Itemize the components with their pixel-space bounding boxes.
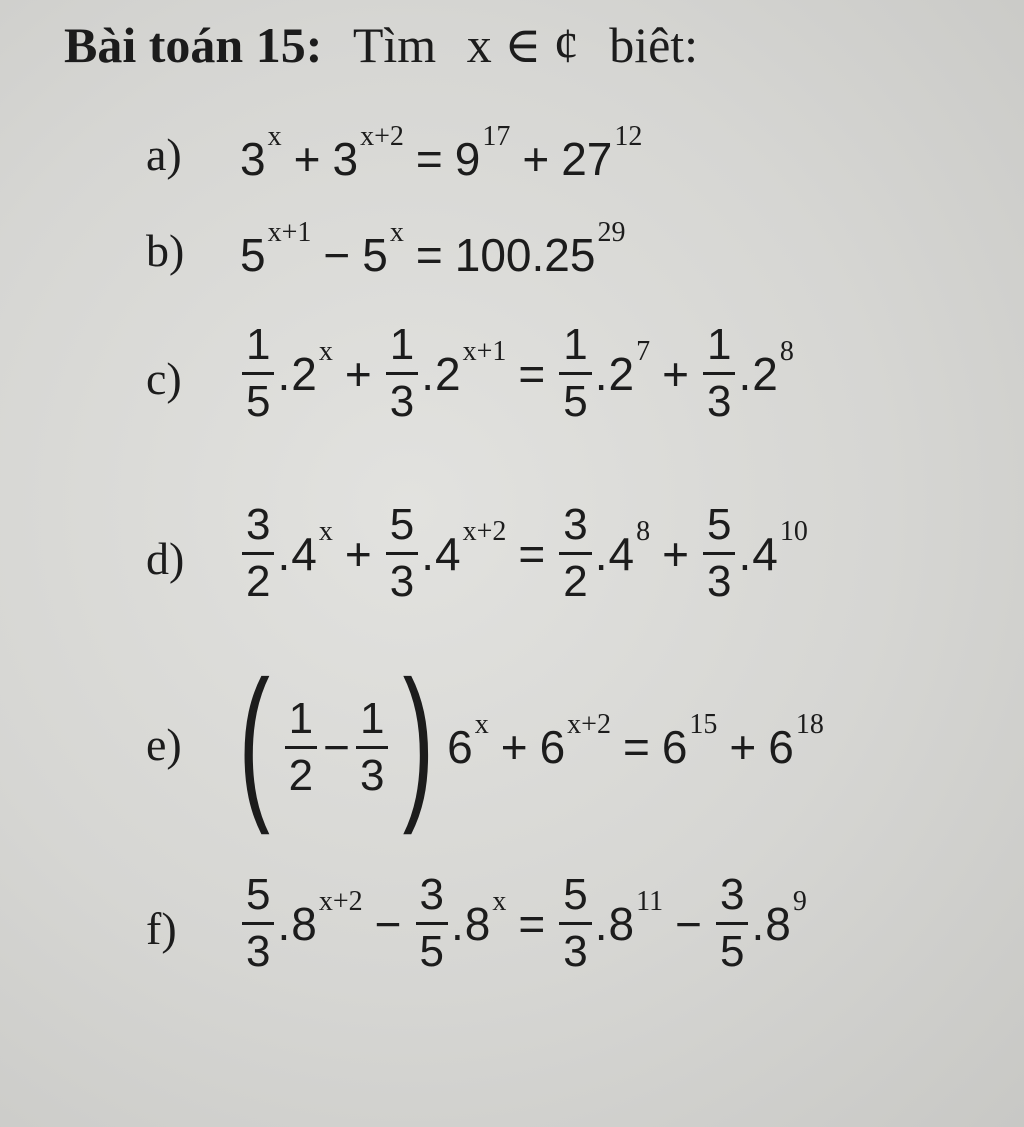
equation-f: $\frac{5}{3}$ . 8 $^{x+2}$ − $\frac{3}{5}$ . 8 $^x$ = $\frac{5}{3}$ . 8 $^{11}$ − $\frac{3}{5}$ . 8 $^9$	[240, 868, 807, 979]
title-variable-set: x ∈ ¢	[466, 17, 579, 73]
problem-d-label: d)	[146, 533, 185, 584]
equation-d: $\frac{3}{2}$ . 4 $^x$ + $\frac{5}{3}$ . 4 $^{x+2}$ = $\frac{3}{2}$ . 4 $^8$ + $\frac{5}{3}$ . 4 $^{10}$	[240, 498, 808, 609]
problem-c-label: c)	[146, 353, 182, 404]
title-end: biêt:	[609, 17, 699, 73]
equation-b: 5 $^{x+1}$ − 5 $^x$ = 100.25 $^{29}$	[240, 217, 626, 281]
problem-title	[64, 10, 698, 80]
title-instruction: Tìm	[352, 17, 437, 73]
problem-e-label: e)	[146, 719, 182, 770]
equation-e: ( $\frac{1}{2}$ − $\frac{1}{3}$ ) 6 $^x$ + 6 $^{x+2}$ = 6 $^{15}$ + 6 $^{18}$	[238, 646, 824, 836]
problem-a-label: a)	[146, 129, 182, 180]
problem-f-label: f)	[146, 903, 177, 954]
problem-number: Bài toán 15:	[64, 17, 323, 73]
problem-b-label: b)	[146, 225, 185, 276]
equation-a: 3 $^x$ + 3 $^{x+2}$ = 9 $^{17}$ + 27 $^{12}$	[240, 121, 643, 185]
equation-c: $\frac{1}{5}$ . 2 $^x$ + $\frac{1}{3}$ . 2 $^{x+1}$ = $\frac{1}{5}$ . 2 $^7$ + $\frac{1}{3}$ . 2 $^8$	[240, 318, 794, 429]
